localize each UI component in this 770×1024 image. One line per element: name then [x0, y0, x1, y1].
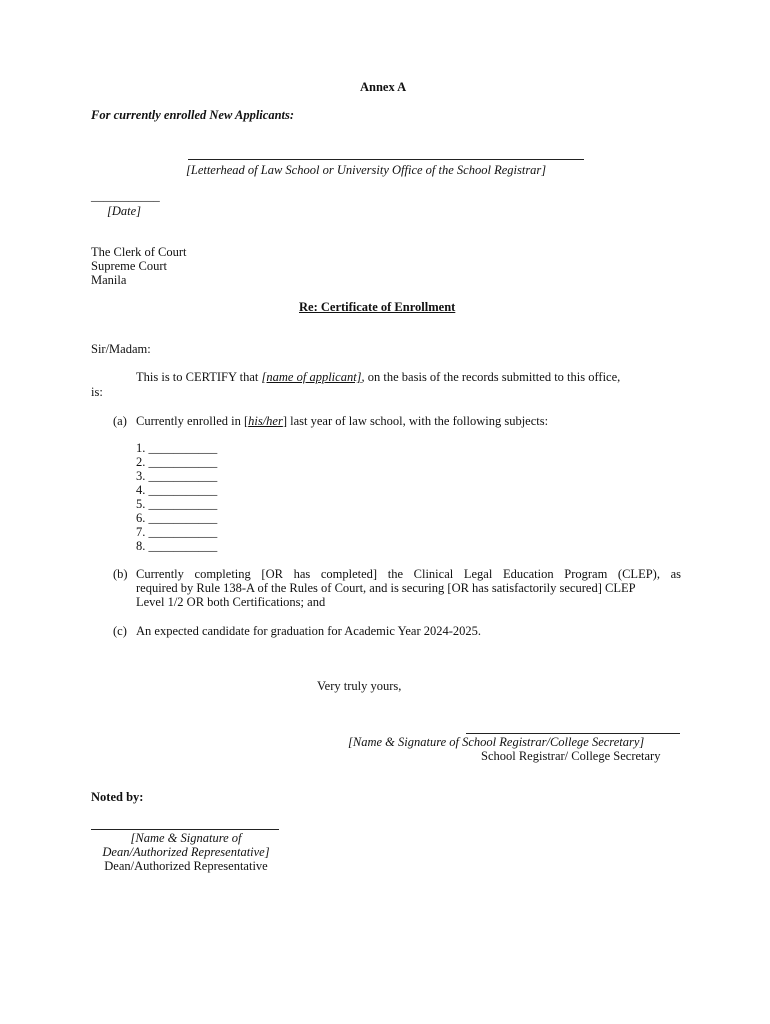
subject-line-8: 8. ___________	[136, 539, 218, 553]
item-b-marker: (b)	[113, 567, 128, 581]
salutation: Sir/Madam:	[91, 342, 151, 356]
certify-tail: is:	[91, 385, 103, 399]
subjects-list	[136, 441, 217, 553]
subject-line-5: 5. ___________	[136, 497, 218, 511]
item-c-marker: (c)	[113, 624, 127, 638]
item-a-text	[136, 414, 548, 428]
registrar-title: School Registrar/ College Secretary	[481, 749, 661, 763]
dean-title: Dean/Authorized Representative	[104, 859, 268, 873]
addressee-line-1: The Clerk of Court	[91, 245, 187, 259]
applicant-name-placeholder: [name of applicant]	[261, 370, 362, 384]
date-placeholder: [Date]	[107, 204, 142, 218]
subject-line-7: 7. ___________	[136, 525, 218, 539]
registrar-signature-placeholder: [Name & Signature of School Registrar/College Secretary]	[348, 735, 645, 749]
dean-signature-placeholder-1: [Name & Signature of	[130, 831, 242, 845]
annex-title: Annex A	[360, 80, 407, 94]
item-a-after: ] last year of law school, with the following subjects:	[282, 414, 549, 428]
subject-line-4: 4. ___________	[136, 483, 218, 497]
certify-before: This is to CERTIFY that	[136, 370, 262, 384]
dean-signature-line	[91, 829, 279, 830]
re-line: Re: Certificate of Enrollment	[299, 300, 456, 314]
subject-line-3: 3. ___________	[136, 469, 218, 483]
letterhead-placeholder: [Letterhead of Law School or University Office of the School Registrar]	[186, 163, 547, 177]
pronoun-placeholder: his/her	[248, 414, 283, 428]
subject-line-2: 2. ___________	[136, 455, 218, 469]
item-b-line-2: required by Rule 138-A of the Rules of Court, and is securing [OR has satisfactorily secured] CLEP	[136, 581, 636, 595]
closing: Very truly yours,	[317, 679, 402, 693]
addressee-line-2: Supreme Court	[91, 259, 168, 273]
noted-by-label: Noted by:	[91, 790, 144, 804]
letterhead-line	[188, 159, 584, 160]
item-a-before: Currently enrolled in [	[136, 414, 249, 428]
registrar-signature-line	[466, 733, 680, 734]
dean-signature-placeholder-2: Dean/Authorized Representative]	[102, 845, 270, 859]
item-b-line-1: Currently completing [OR has completed] the Clinical Legal Education Program (CLEP), as	[136, 567, 681, 581]
item-c-text: An expected candidate for graduation for Academic Year 2024-2025.	[136, 624, 482, 638]
certify-line	[136, 370, 620, 384]
subheading: For currently enrolled New Applicants:	[91, 108, 295, 122]
subject-line-6: 6. ___________	[136, 511, 218, 525]
date-line: ___________	[91, 189, 160, 203]
subject-line-1: 1. ___________	[136, 441, 218, 455]
certify-after: , on the basis of the records submitted to this office,	[361, 370, 621, 384]
item-a-marker: (a)	[113, 414, 127, 428]
addressee-line-3: Manila	[91, 273, 127, 287]
item-b-line-3: Level 1/2 OR both Certifications; and	[136, 595, 326, 609]
